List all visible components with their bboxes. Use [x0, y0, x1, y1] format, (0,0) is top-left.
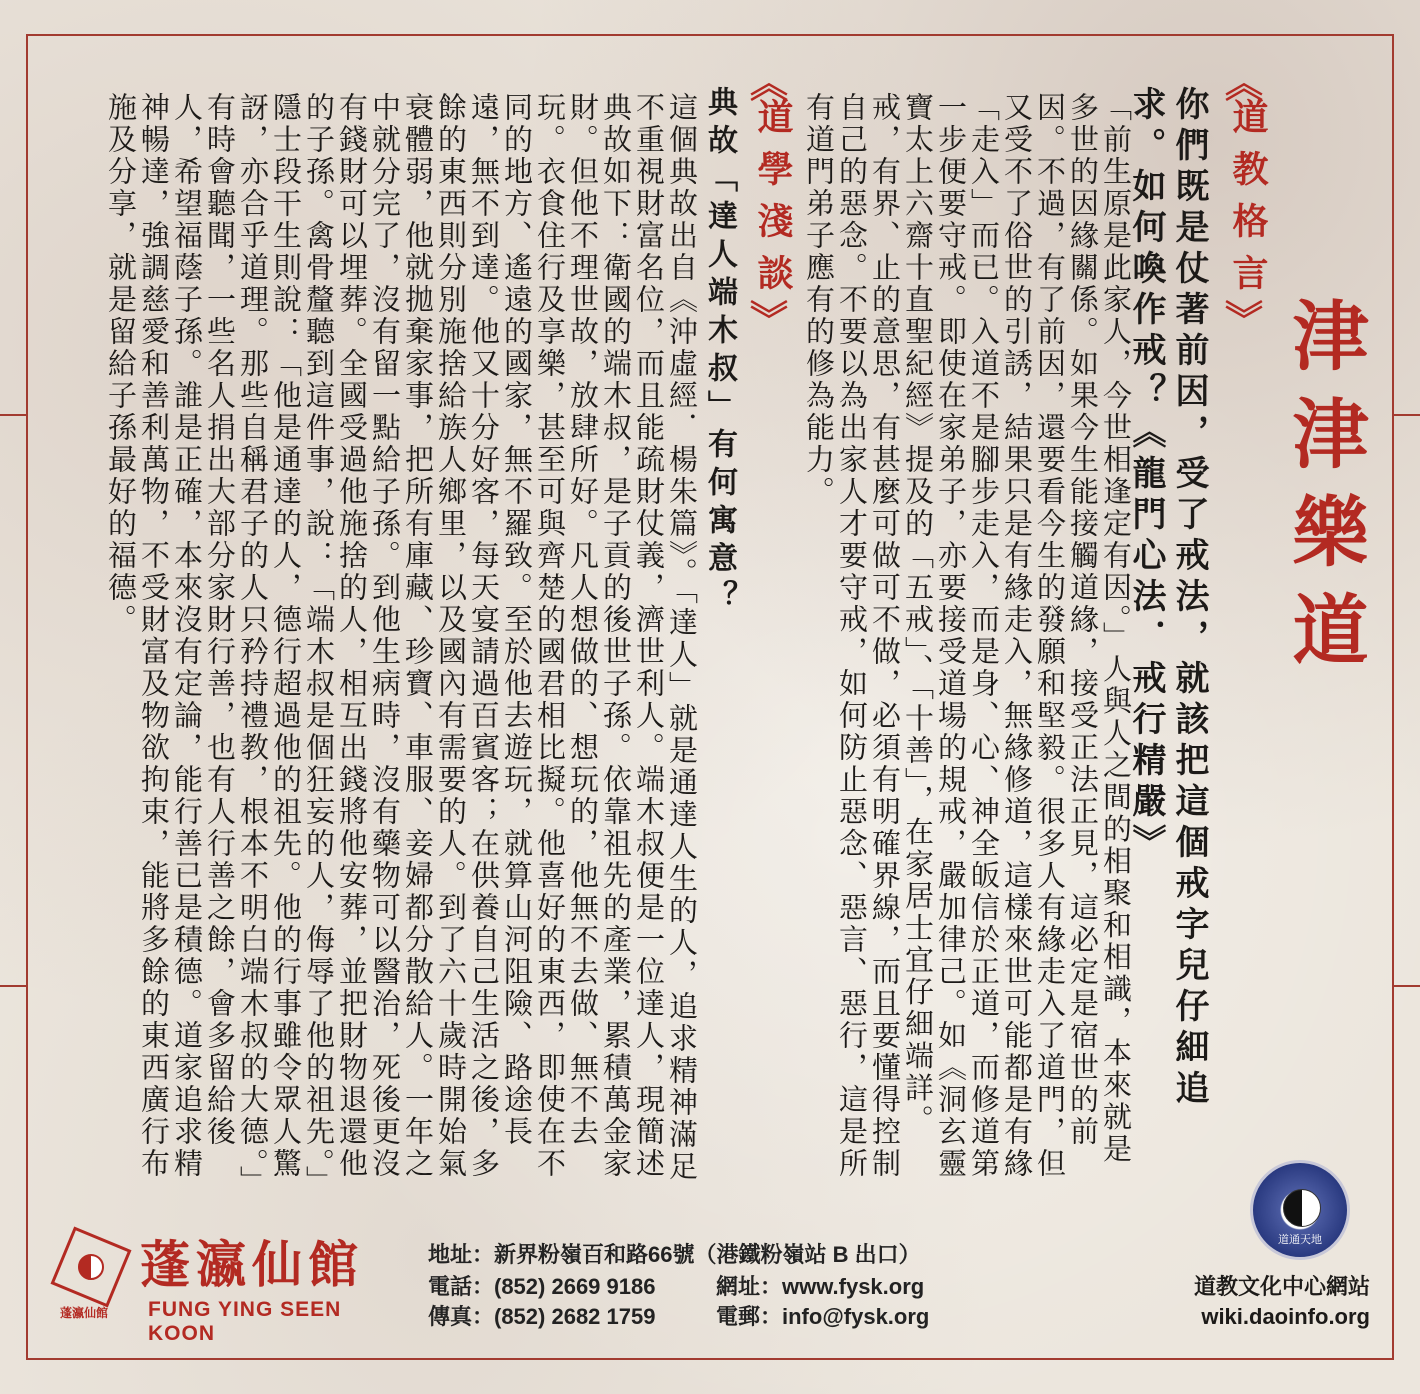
frame-tick: [0, 414, 26, 416]
bracket-close: ︾: [1225, 298, 1264, 342]
section-label: 道學淺談: [752, 98, 793, 306]
address: 地址：新界粉嶺百和路66號（港鐵粉嶺站 B 出口）: [428, 1242, 921, 1267]
bracket-close: ︾: [750, 298, 789, 342]
seal-text: 道通天地: [1278, 1233, 1322, 1246]
fysk-logo: [60, 1235, 400, 1345]
maxim-paragraph: 「前生原是此家人，今世相逢定有因。」人與人之間的相聚和相識，本來就是多世的因緣關係。如果今生能接觸道緣，接受正法正見，這必定是宿世的前因。不過，有了前因，還要看今生的發願和堅毅。很多人有緣走入了道門，但又受不了俗世的引誘，結果只是有緣走入，無緣修道，這樣來世可能都是有緣「走入」而已。入道不是腳步走入，而是身、心、神全皈信於正道，而修道第一步便要守戒。即使在家弟子，亦要接受道場的規戒，嚴加律己。如《洞玄靈寶太上六齋十直聖紀經》提及的「五戒」、「十善」，在家居士宜仔細端詳。戒，有界、止的意思，有甚麼可做可不做，必須有明確界線，而且要懂得控制自己的惡念。不要以為出家人才要守戒，如何防止惡念、惡言、惡行，這是所有道門弟子應有的修為能力。: [802, 92, 1133, 1180]
taiji-icon: [78, 1254, 104, 1280]
site-url[interactable]: wiki.daoinfo.org: [1201, 1304, 1370, 1329]
logo-small-text: 蓬瀛仙館: [60, 1306, 109, 1320]
site-name: 道教文化中心網站: [1193, 1274, 1370, 1299]
frame-tick: [0, 985, 26, 987]
daoinfo-site: [1140, 1272, 1370, 1332]
website-link[interactable]: 網址：www.fysk.org: [716, 1274, 925, 1299]
bracket-open: ︽: [750, 62, 789, 106]
daoinfo-seal: [1250, 1160, 1350, 1260]
frame-tick: [1394, 985, 1420, 987]
page-title: 津津樂道: [1280, 296, 1369, 688]
fax: 傳真：(852) 2682 1759: [428, 1304, 656, 1329]
email-link[interactable]: 電郵：info@fysk.org: [716, 1304, 930, 1329]
yin-yang-icon: [1283, 1189, 1321, 1227]
story-question: 典故「達人端木叔」有何寓意？: [702, 86, 737, 618]
story-paragraph: 這個典故出自《沖虛經．楊朱篇》。「達人」就是通達人生的人，追求精神滿足不重視財富名位，而且能疏財仗義，濟世利人。端木叔便是一位達人，現簡述典故如下：衛國的端木叔，是子貢的後世子孫。依靠祖先的產業，累積萬金家財。但他不理世故，放肆所好。凡人想做的、想玩的，他無不去做、無不去玩。衣食住行及享樂，甚至可與齊楚的國君相比擬。他喜好的東西，即使在不同的地方、遙遠的國家，無不羅致。至於他去遊玩，就算山河阻險、路途長遠，無不到達。他又十分好客，每天宴請過百賓客；在供養自己生活之後，多餘的東西則分別施捨給族人鄉里，以及國內有需要的人。到了六十歲時開始氣衰體弱，他就拋棄家事，把所有庫藏、珍寶、車服、妾婦都分散給人。一年之中就分完了，沒有留一點給子孫。到他生病時，沒有藥物可以醫治，死後更沒有錢財可以埋葬。全國受過他施捨的人，相互出錢將他安葬，並把財物退還他的子孫。禽骨釐聽到這件事，說：「端木叔是個狂妄的人，侮辱了他的祖先。」隱士段干生則說：「他是通達的人，德行超過他的祖先。他的行事雖令眾人驚訝，亦合乎道理。那些自稱君子的人只矜持禮教，根本不明白端木叔的大德。」有時會聽聞，一些名人捐出大部分家財行善，也有人行善之餘，會多留給後人，希望福蔭子孫。誰是正確，本來沒有定論，能行善已是積德。道家追求精神暢達，強調慈愛和善利萬物，不受財富及物欲拘束，能將多餘的東西廣行布施及分享，就是留給子孫最好的福德。: [104, 92, 699, 1183]
bracket-open: ︽: [1225, 62, 1264, 106]
section-header-study: [750, 62, 798, 342]
frame-tick: [1394, 414, 1420, 416]
logo-chinese: 蓬瀛仙館: [140, 1235, 364, 1294]
phone: 電話：(852) 2669 9186: [428, 1274, 656, 1299]
maxim-question: 你們既是仗著前因，受了戒法，就該把這個戒字兒仔細追求。如何喚作戒？《龍門心法．戒行精嚴》: [1126, 86, 1209, 1111]
section-header-maxim: [1225, 62, 1273, 342]
section-label: 道教格言: [1227, 98, 1268, 306]
logo-english: FUNG YING SEEN KOON: [148, 1298, 342, 1345]
